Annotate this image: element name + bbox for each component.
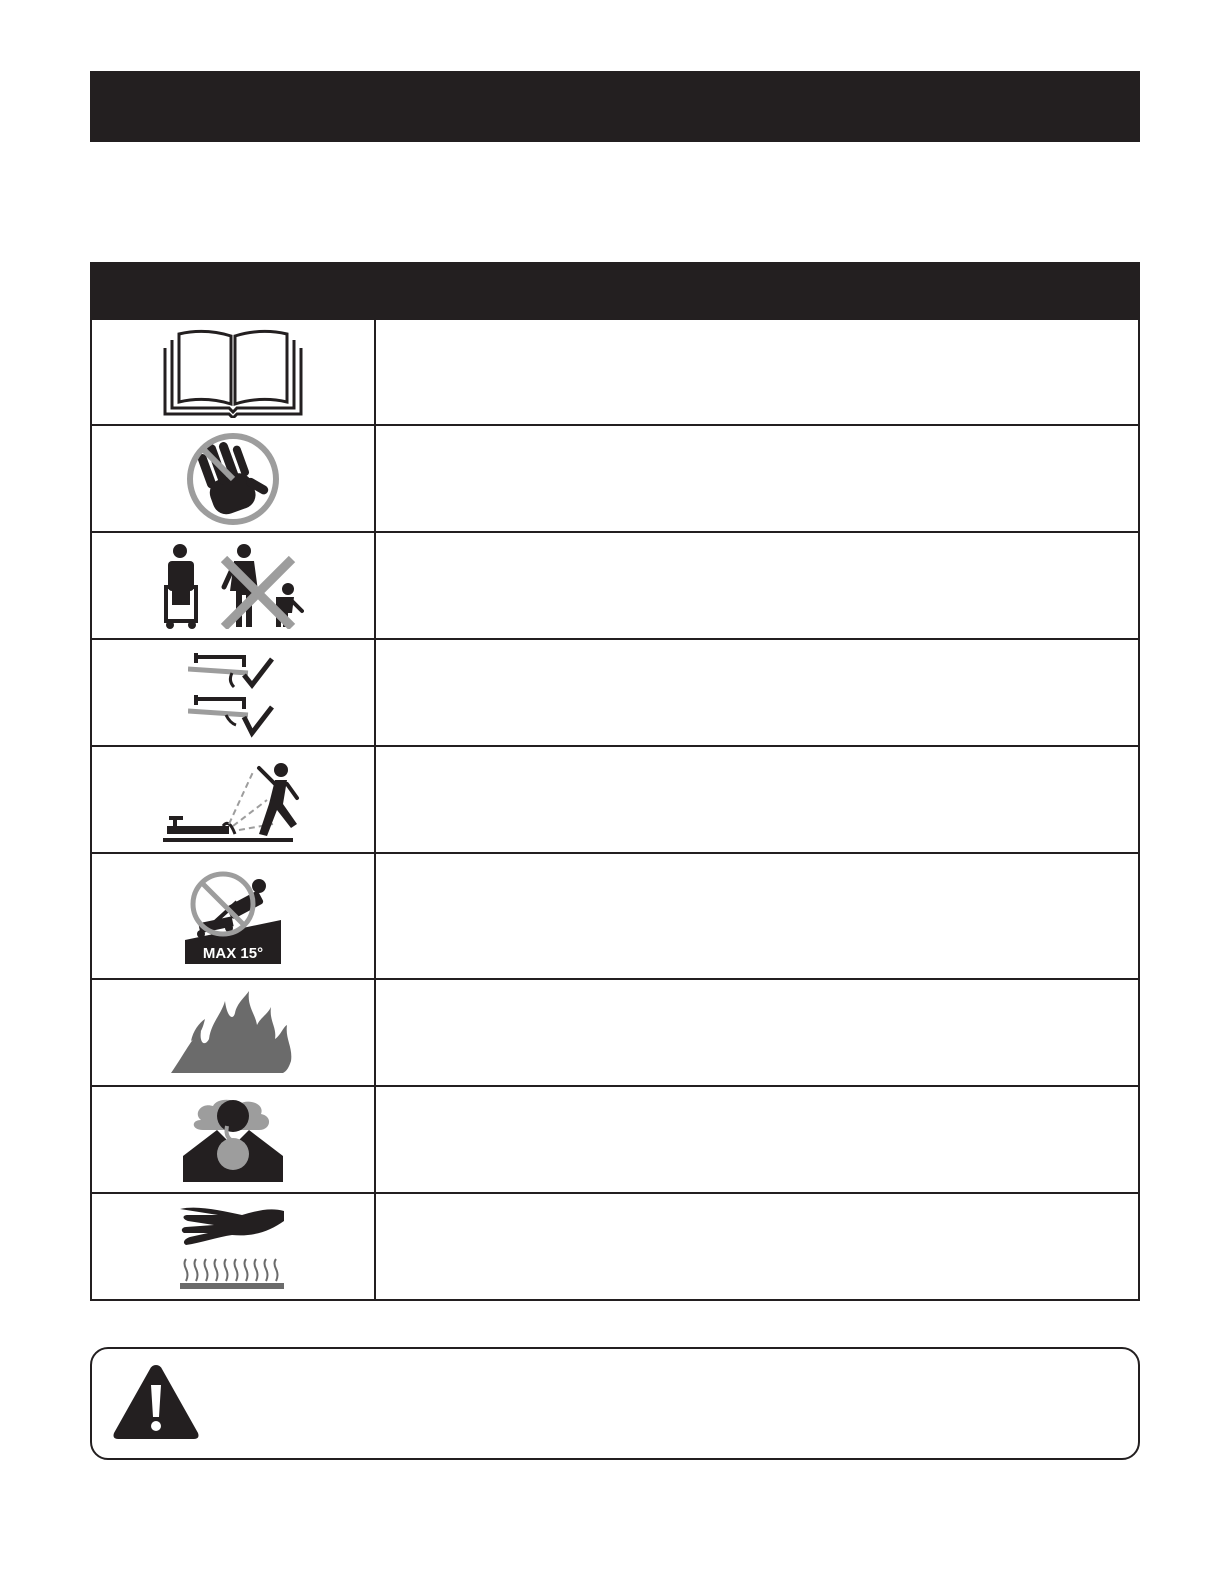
description-cell: [376, 426, 1138, 531]
table-row: [92, 318, 1138, 424]
symbol-cell: [92, 747, 376, 852]
symbol-cell: [92, 1087, 376, 1192]
description-cell: [376, 320, 1138, 424]
symbol-cell: [92, 426, 376, 531]
symbol-cell: [92, 533, 376, 638]
description-cell: [376, 533, 1138, 638]
symbol-cell: [92, 1194, 376, 1299]
table-row: [92, 531, 1138, 638]
thrown-objects-icon: [163, 754, 303, 846]
slope-limit-label: MAX 15°: [202, 945, 264, 962]
table-row: [92, 745, 1138, 852]
description-cell: [376, 1194, 1138, 1299]
table-header: [92, 264, 1138, 318]
slope-max-icon: [185, 868, 281, 964]
fire-icon: [171, 991, 295, 1075]
toxic-fumes-icon: [183, 1096, 283, 1184]
symbol-cell: [92, 320, 376, 424]
table-row: [92, 638, 1138, 745]
description-cell: [376, 1087, 1138, 1192]
description-cell: [376, 640, 1138, 745]
symbols-table: [90, 262, 1140, 1301]
symbol-cell: [92, 980, 376, 1085]
warning-triangle-icon: [112, 1363, 200, 1441]
read-manual-icon: [161, 326, 305, 418]
hot-surface-icon: [178, 1203, 288, 1291]
description-cell: [376, 854, 1138, 978]
table-row: [92, 852, 1138, 978]
description-cell: [376, 747, 1138, 852]
warning-box: [90, 1347, 1140, 1460]
table-row: [92, 978, 1138, 1085]
table-row: [92, 424, 1138, 531]
symbol-cell: [92, 854, 376, 978]
page-title-bar: [90, 71, 1140, 142]
keep-hands-away-icon: [185, 431, 281, 527]
symbol-cell: [92, 640, 376, 745]
table-row: [92, 1085, 1138, 1192]
description-cell: [376, 980, 1138, 1085]
cutting-blade-icon: [188, 647, 278, 739]
table-row: [92, 1192, 1138, 1299]
keep-bystanders-away-icon: [162, 543, 304, 629]
